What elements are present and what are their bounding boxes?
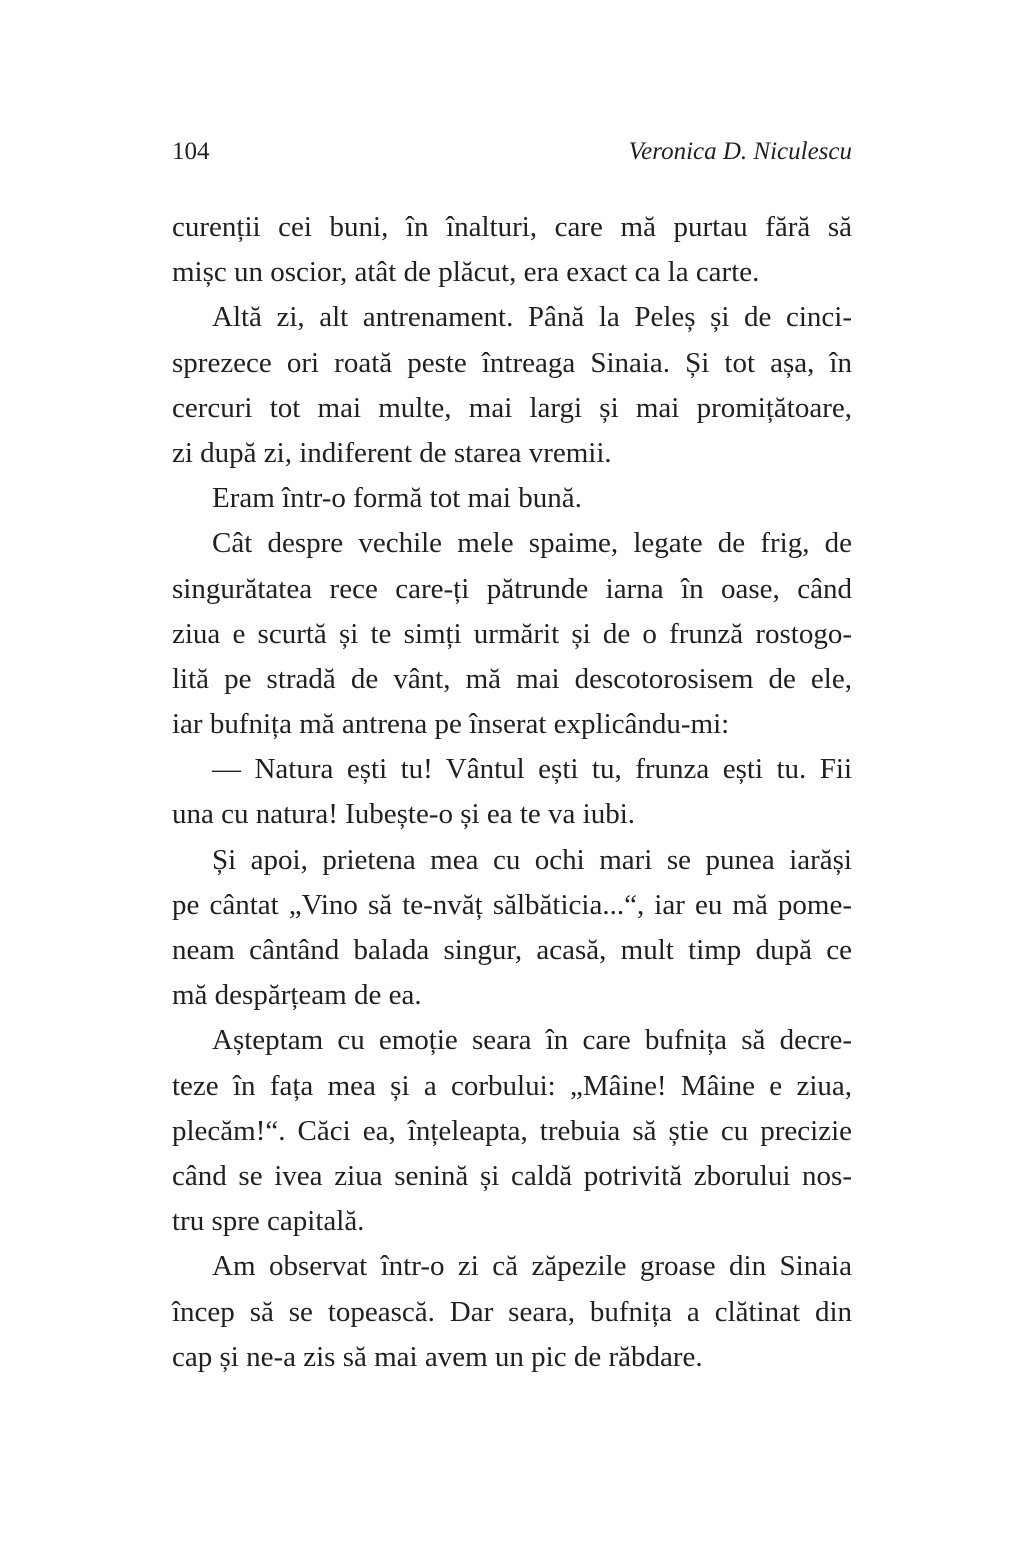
- text-line: plecăm!“. Căci ea, înțeleapta, trebuia să știe cu precizie: [172, 1114, 852, 1147]
- text-line: singurătatea rece care-ți pătrunde iarna în oase, când: [172, 572, 852, 605]
- text-line: curenții cei buni, în înalturi, care mă purtau fără să: [172, 211, 852, 243]
- text-line: sprezece ori roată peste întreaga Sinaia. Și tot așa, în: [172, 346, 852, 379]
- body-text: [172, 205, 852, 1380]
- text-line: încep să se topească. Dar seara, bufnița a clătinat din: [172, 1295, 852, 1328]
- text-line: când se ivea ziua senină și caldă potrivită zborului nos-: [172, 1159, 852, 1192]
- paragraph: [172, 838, 852, 1019]
- paragraph: [172, 521, 852, 747]
- text-line: teze în fața mea și a corbului: „Mâine! Mâine e ziua,: [172, 1069, 852, 1102]
- text-line: iar bufnița mă antrena pe înserat explicându-mi:: [172, 708, 730, 741]
- paragraph: [172, 747, 852, 837]
- text-line: Altă zi, alt antrenament. Până la Peleș și de cinci-: [212, 301, 852, 334]
- text-line: tru spre capitală.: [172, 1205, 365, 1238]
- text-line: cercuri tot mai multe, mai largi și mai promițătoare,: [172, 391, 852, 424]
- page-number: 104: [172, 138, 210, 165]
- paragraph: [172, 476, 852, 521]
- text-line: mișc un oscior, atât de plăcut, era exact ca la carte.: [172, 256, 760, 289]
- text-line: Așteptam cu emoție seara în care bufnița să decre-: [212, 1024, 852, 1057]
- text-line: mă despărțeam de ea.: [172, 979, 422, 1012]
- text-line: zi după zi, indiferent de starea vremii.: [172, 436, 612, 469]
- text-line: Cât despre vechile mele spaime, legate de frig, de: [212, 527, 852, 560]
- paragraph: [172, 1018, 852, 1244]
- text-line: Și apoi, prietena mea cu ochi mari se punea iarăși: [212, 843, 852, 876]
- paragraph: [172, 205, 852, 295]
- text-line: Am observat într-o zi că zăpezile groase din Sinaia: [212, 1250, 852, 1283]
- paragraph: [172, 1244, 852, 1380]
- text-line: ziua e scurtă și te simți urmărit și de o frunză rostogo-: [172, 617, 852, 650]
- text-line: neam cântând balada singur, acasă, mult timp după ce: [172, 934, 852, 966]
- text-line: Eram într-o formă tot mai bună.: [212, 482, 582, 515]
- text-line: pe cântat „Vino să te-nvăț sălbăticia...“, iar eu mă pome-: [172, 888, 852, 921]
- paragraph: [172, 295, 852, 476]
- text-line: — Natura ești tu! Vântul ești tu, frunza ești tu. Fii: [212, 753, 852, 786]
- text-line: cap și ne-a zis să mai avem un pic de răbdare.: [172, 1340, 703, 1373]
- running-head: Veronica D. Niculescu: [628, 138, 852, 165]
- text-line: lită pe stradă de vânt, mă mai descotorosisem de ele,: [172, 662, 852, 695]
- text-line: una cu natura! Iubește-o și ea te va iubi.: [172, 798, 636, 831]
